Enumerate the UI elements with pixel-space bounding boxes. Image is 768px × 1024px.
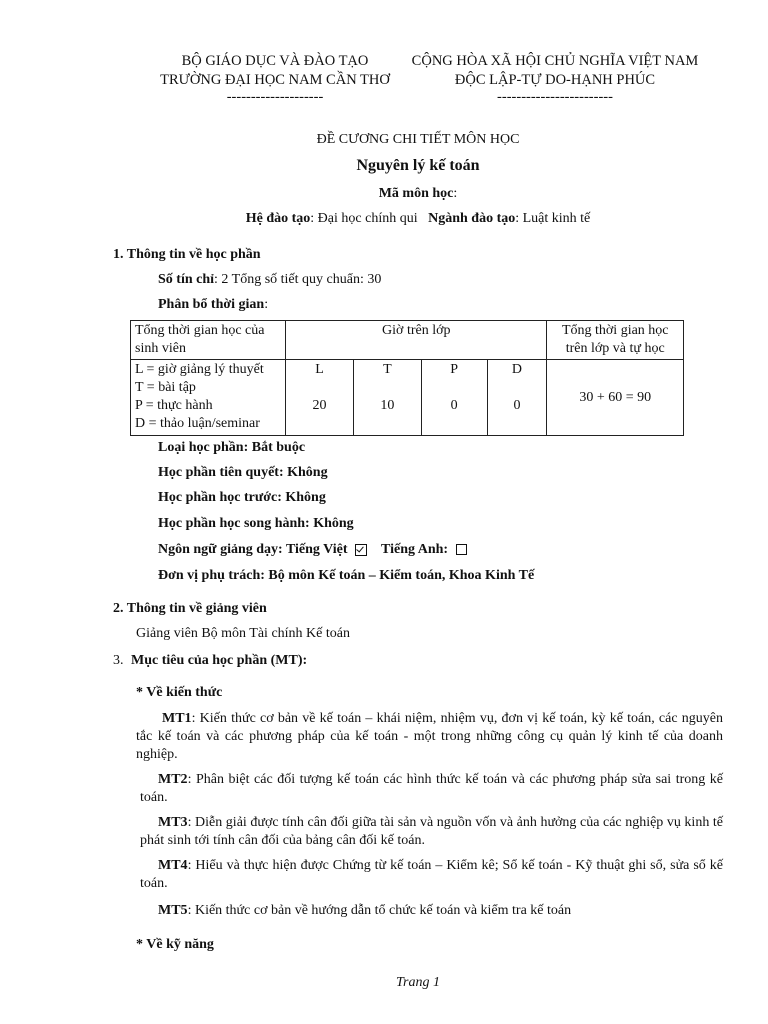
page-number: Trang 1 [396,975,440,990]
university-name: TRƯỜNG ĐẠI HỌC NAM CẦN THƠ [160,72,390,88]
goal-mt5-text: : Kiến thức cơ bản về hướng dẫn tổ chức kế toán và kiểm tra kế toán [187,903,572,918]
header-class-hours: Giờ trên lớp [286,321,547,360]
alloc-suffix: : [264,297,269,312]
course-type: Loại học phần: Bắt buộc [158,440,306,455]
credits-line [158,271,381,289]
goal-mt5-code: MT5 [158,903,188,918]
col-l [286,360,354,436]
training-info [0,211,768,227]
code-l: L [315,362,324,377]
goal-mt3-code: MT3 [158,815,188,830]
time-allocation-table [130,320,684,436]
code-d: D [511,362,523,377]
header-total-time: Tổng thời gian học trên lớp và tự học [547,321,684,360]
col-d [487,360,547,436]
system-value: : Đại học chính qui [310,211,418,226]
lecturer-info: Giảng viên Bộ môn Tài chính Kế toán [136,626,350,641]
parallel-course: Học phần học song hành: Không [158,516,354,531]
section3-heading [113,652,307,670]
alloc-line [158,296,268,314]
course-code-label: Mã môn học [378,186,454,201]
goal-mt3-text: : Diễn giải được tính cân đối giữa tài sản và nguồn vốn và ảnh hưởng của các nghiệp vụ kinh tế phát sinh tới tính cân đối của bảng cân đối kế toán. [140,815,723,848]
ministry-name: BỘ GIÁO DỤC VÀ ĐÀO TẠO [181,53,369,69]
alloc-label: Phân bổ thời gian [158,297,265,312]
goal-mt2 [140,771,723,807]
code-t: T [383,362,392,377]
goal-mt2-text: : Phân biệt các đối tượng kế toán các hình thức kế toán và các phương pháp sửa sai trong kế toán. [140,772,723,805]
table-header-row [131,321,684,360]
total-cell [547,360,684,436]
course-name-text: Nguyên lý kế toán [356,157,480,174]
credits-label: Số tín chỉ [158,272,215,287]
system-label: Hệ đào tạo [245,211,311,226]
prerequisite: Học phần tiên quyết: Không [158,465,328,480]
goal-mt1 [136,710,723,764]
col-p [421,360,487,436]
course-name [0,157,768,175]
teaching-language [158,541,467,559]
goal-mt4-text: : Hiểu và thực hiện được Chứng từ kế toán – Kiểm kê; Sổ kế toán - Kỹ thuật ghi sổ, sửa sổ kế toán. [140,858,723,891]
goal-mt4-code: MT4 [158,858,188,873]
legend-t: T = bài tập [135,380,196,395]
credits-value: : 2 Tổng số tiết quy chuẩn: 30 [214,272,382,287]
total-value: 30 + 60 = 90 [579,389,652,405]
section3-number: 3. [113,653,124,668]
legend-cell [131,360,286,436]
responsible-unit: Đơn vị phụ trách: Bộ môn Kế toán – Kiểm toán, Khoa Kinh Tế [158,568,535,583]
motto-block [400,52,710,104]
skills-heading: * Về kỹ năng [136,937,214,952]
legend-l: L = giờ giảng lý thuyết [135,362,264,377]
table-data-row [131,360,684,436]
section1-heading: 1. Thông tin về học phần [113,247,261,262]
legend-d: D = thảo luận/seminar [135,416,260,431]
left-header-rule: -------------------- [226,89,324,105]
country-motto: ĐỘC LẬP-TỰ DO-HẠNH PHÚC [454,72,656,88]
previous-course: Học phần học trước: Không [158,490,326,505]
course-code [0,186,768,202]
header-student-time: Tổng thời gian học của sinh viên [131,321,286,360]
col-t [353,360,421,436]
goal-mt3 [140,814,723,850]
value-t: 10 [380,398,395,413]
language-vietnamese-label: Ngôn ngữ giảng dạy: Tiếng Việt [158,542,348,557]
section3-title: Mục tiêu của học phần (MT): [131,653,308,668]
value-d: 0 [513,398,521,413]
value-l: 20 [312,398,327,413]
course-code-suffix: : [453,186,458,201]
value-p: 0 [450,398,458,413]
goal-mt1-code: MT1 [162,711,192,726]
goal-mt1-text: : Kiến thức cơ bản về kế toán – khái niệm, nhiệm vụ, đơn vị kế toán, kỳ kế toán, các nguyên tắc kế toán và các phương pháp của kế toán - một trong những công cụ quản lý kinh tế của doanh nghiệp. [136,711,723,762]
goal-mt2-code: MT2 [158,772,188,787]
checked-box-icon [355,544,367,556]
major-value: : Luật kinh tế [515,211,591,226]
right-header-rule: ------------------------ [497,89,613,105]
code-p: P [450,362,459,377]
legend-p: P = thực hành [135,398,213,413]
language-english-label: Tiếng Anh: [381,542,449,557]
knowledge-heading: * Về kiến thức [136,685,223,700]
country-name: CỘNG HÒA XÃ HỘI CHỦ NGHĨA VIỆT NAM [411,53,699,69]
goal-mt4 [140,857,723,893]
goal-mt5 [140,902,723,920]
major-label: Ngành đào tạo [428,211,516,226]
document-type: ĐỀ CƯƠNG CHI TIẾT MÔN HỌC [316,132,520,147]
section2-heading: 2. Thông tin về giảng viên [113,601,267,616]
empty-box-icon [456,544,467,555]
